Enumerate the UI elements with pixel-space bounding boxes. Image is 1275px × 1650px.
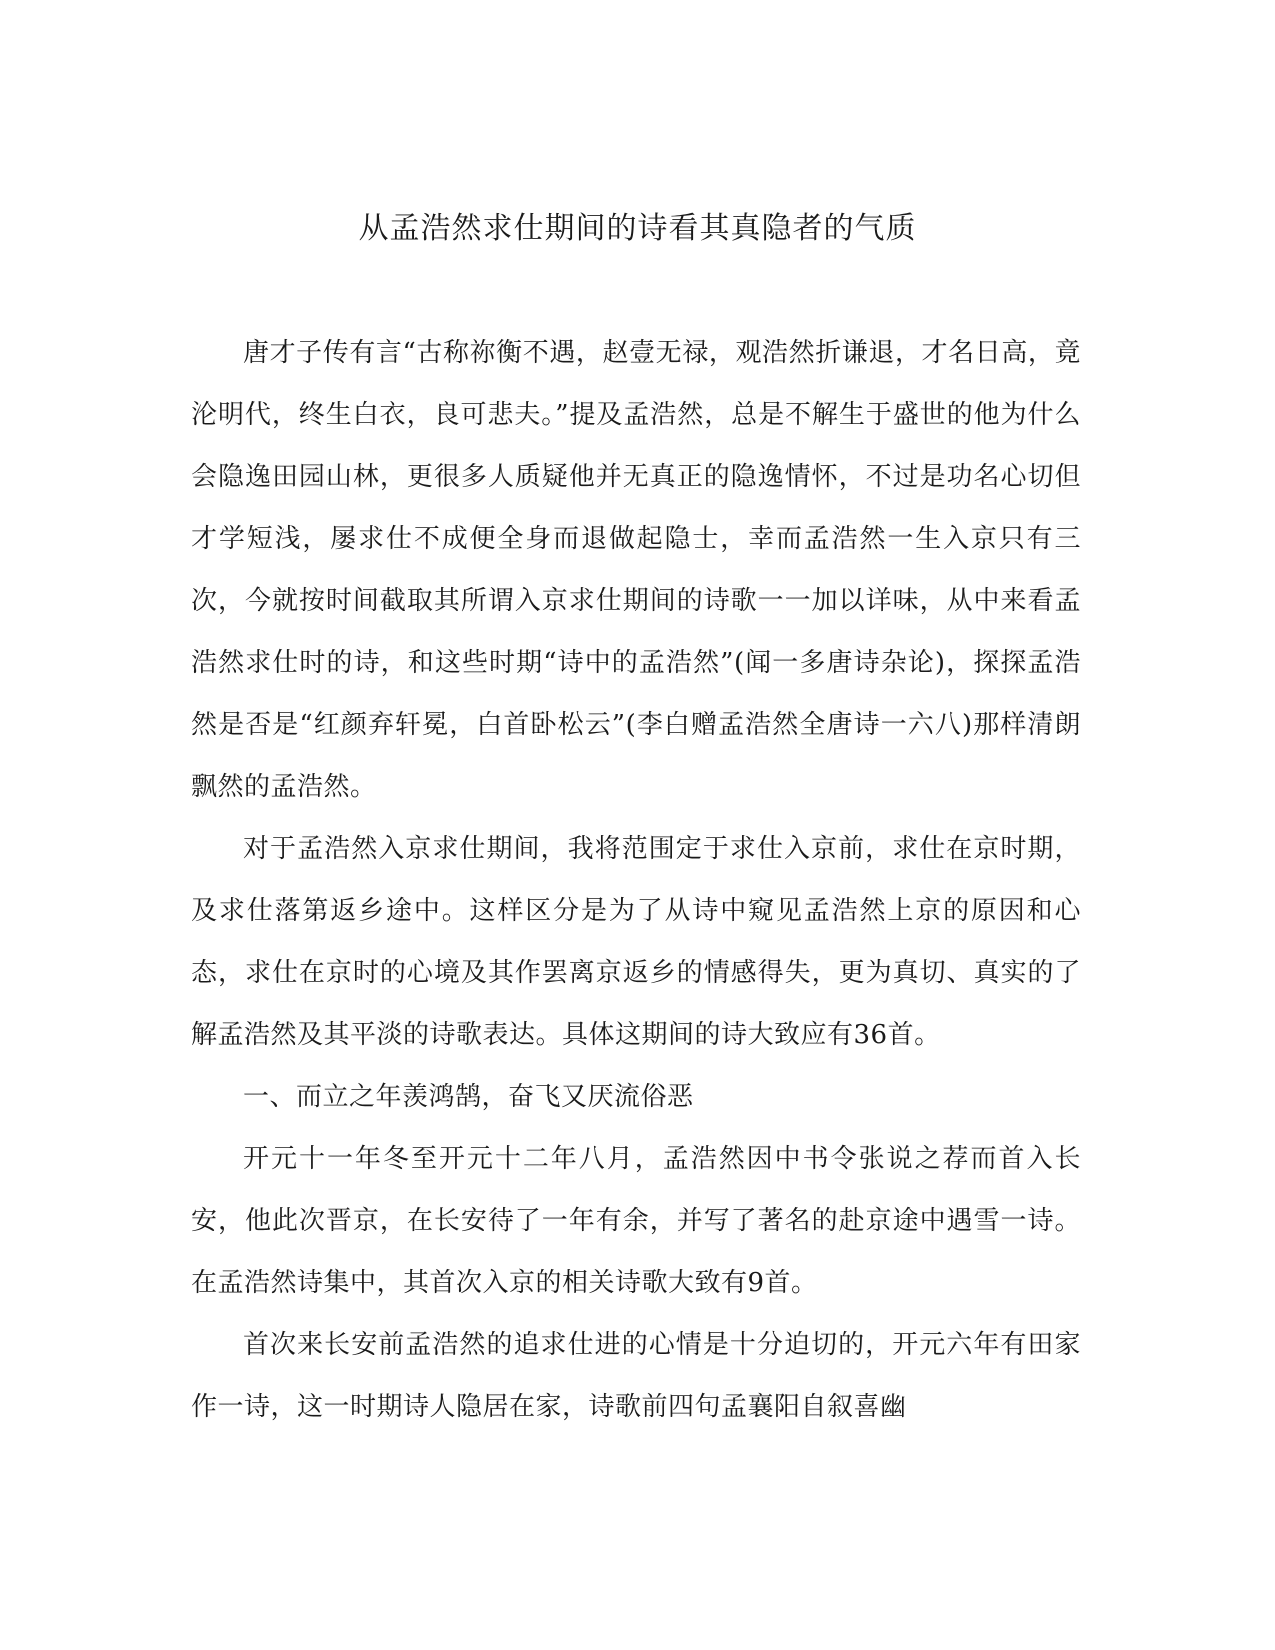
- paragraph: 首次来长安前孟浩然的追求仕进的心情是十分迫切的，开元六年有田家作一诗，这一时期诗人隐居在家，诗歌前四句孟襄阳自叙喜幽: [191, 1330, 1081, 1422]
- paragraph: 唐才子传有言“古称祢衡不遇，赵壹无禄，观浩然折谦退，才名日高，竟沦明代，终生白衣，良可悲夫。”提及孟浩然，总是不解生于盛世的他为什么会隐逸田园山林，更很多人质疑他并无真正的隐逸情怀，不过是功名心切但才学短浅，屡求仕不成便全身而退做起隐士，幸而孟浩然一生入京只有三次，今就按时间截取其所谓入京求仕期间的诗歌一一加以详味，从中来看孟浩然求仕时的诗，和这些时期“诗中的孟浩然”(闻一多唐诗杂论)，探探孟浩然是否是“红颜弃轩冕，白首卧松云”(李白赠孟浩然全唐诗一六八)那样清朗飘然的孟浩然。: [191, 338, 1081, 802]
- paragraph: 开元十一年冬至开元十二年八月，孟浩然因中书令张说之荐而首入长安，他此次晋京，在长安待了一年有余，并写了著名的赴京途中遇雪一诗。在孟浩然诗集中，其首次入京的相关诗歌大致有9首。: [191, 1144, 1081, 1298]
- document-body: [191, 322, 1081, 1438]
- paragraph: 对于孟浩然入京求仕期间，我将范围定于求仕入京前，求仕在京时期，及求仕落第返乡途中。这样区分是为了从诗中窥见孟浩然上京的原因和心态，求仕在京时的心境及其作罢离京返乡的情感得失，更为真切、真实的了解孟浩然及其平淡的诗歌表达。具体这期间的诗大致应有36首。: [191, 834, 1081, 1050]
- section-heading: 一、而立之年羡鸿鹄，奋飞又厌流俗恶: [243, 1082, 694, 1112]
- document-title: 从孟浩然求仕期间的诗看其真隐者的气质: [358, 211, 917, 246]
